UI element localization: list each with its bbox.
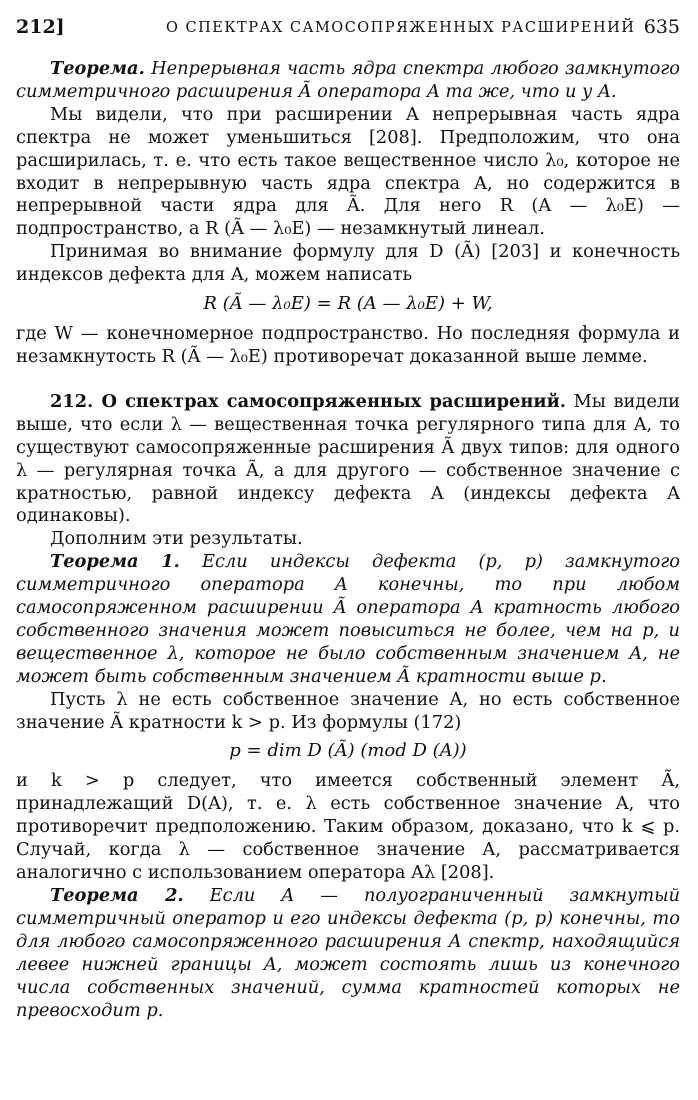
formula-1: R (Ã — λ₀E) = R (A — λ₀E) + W,: [203, 293, 493, 315]
paragraph-3: где W — конечномерное подпространство. Но последняя формула и незамкнутость R (Ã — λ₀E) противоречат доказанной выше лемме.: [16, 323, 680, 367]
theorem-0-label: Теорема.: [50, 58, 145, 79]
section-212: [16, 391, 680, 528]
theorem-2-label: Теорема 2.: [50, 885, 184, 906]
header-section-number: 212]: [16, 16, 65, 38]
paragraph-4: Дополним эти результаты.: [50, 528, 303, 550]
page: [16, 10, 680, 1022]
section-text: Мы видели выше, что если λ — вещественная точка регулярного типа для A, то существуют самосопряженные расширения Ã двух типов: для одного λ — регулярная точка Ã, а для другого — собственное значение с кратностью, равной индексу дефекта A (индексы дефекта A одинаковы).: [16, 390, 680, 527]
theorem-2: [16, 885, 680, 1022]
theorem-1: [16, 551, 680, 688]
paragraph-1: Мы видели, что при расширении A непрерывная часть ядра спектра не может уменьшиться [208]. Предположим, что она расширилась, т. е. что есть такое вещественное число λ₀, которое не входит в непрерывную часть ядра спектра A, но содержится в непрерывной части ядра для Ã. Для него R (A — λ₀E) — подпространство, а R (Ã — λ₀E) — незамкнутый линеал.: [16, 103, 680, 240]
section-gap: [16, 369, 680, 391]
theorem-0-text: Непрерывная часть ядра спектра любого замкнутого симметричного расширения Ã оператора A та же, что и у A.: [16, 58, 680, 102]
formula-2: p = dim D (Ã) (mod D (A)): [229, 740, 467, 762]
page-body: [16, 58, 680, 1022]
header-title: О СПЕКТРАХ САМОСОПРЯЖЕННЫХ РАСШИРЕНИЙ: [166, 20, 636, 36]
paragraph-2: Принимая во внимание формулу для D (Ã) [203] и конечность индексов дефекта для A, можем написать: [16, 241, 680, 286]
running-header: [16, 10, 680, 44]
theorem-1-label: Теорема 1.: [50, 551, 180, 573]
theorem-2-text: Если A — полуограниченный замкнутый симметричный оператор и его индексы дефекта (p, p) конечны, то для любого самосопряженного расширения A спектр, находящийся левее нижней границы A, может состоять лишь из конечного числа собственных значений, сумма кратностей которых не превосходит p.: [16, 885, 681, 1021]
page-number: 635: [643, 16, 680, 38]
section-heading: 212. О спектрах самосопряженных расширений.: [50, 390, 566, 412]
theorem-0: [16, 58, 680, 104]
paragraph-6: и k > p следует, что имеется собственный элемент Ã, принадлежащий D(A), т. е. λ есть собственное значение A, что противоречит предположению. Таким образом, доказано, что k ⩽ p. Случай, когда λ — собственное значение A, рассматривается аналогично с использованием оператора Aλ [208].: [16, 770, 680, 884]
theorem-1-text: Если индексы дефекта (p, p) замкнутого симметричного оператора A конечны, то при любом самосопряженном расширении Ã оператора A кратность любого собственного значения может повыситься не более, чем на p, и вещественное λ, которое не было собственным значением A, не может быть собственным значением Ã кратности выше p.: [16, 551, 680, 687]
paragraph-5: Пусть λ не есть собственное значение A, но есть собственное значение Ã кратности k > p. Из формулы (172): [16, 688, 680, 733]
